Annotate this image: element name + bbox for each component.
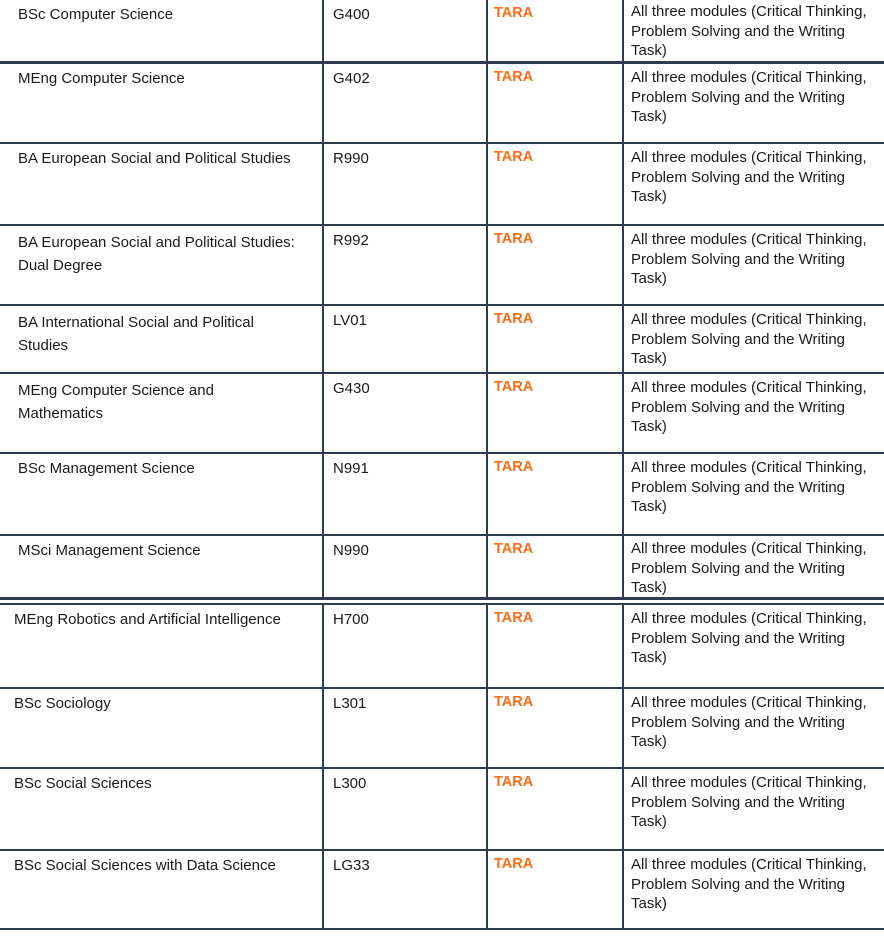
ucas-code-cell: R990 bbox=[322, 144, 486, 224]
programme-cell: MSci Management Science bbox=[18, 542, 201, 559]
required-modules-cell: All three modules (Critical Thinking, Problem Solving and the Writing Task) bbox=[622, 226, 884, 304]
table-row bbox=[0, 306, 884, 372]
admissions-test-cell: TARA bbox=[486, 226, 622, 304]
required-modules-cell: All three modules (Critical Thinking, Problem Solving and the Writing Task) bbox=[622, 536, 884, 598]
ucas-code-cell: N990 bbox=[322, 536, 486, 598]
ucas-code-cell: N991 bbox=[322, 454, 486, 534]
required-modules-cell: All three modules (Critical Thinking, Problem Solving and the Writing Task) bbox=[622, 851, 884, 929]
required-modules-cell: All three modules (Critical Thinking, Problem Solving and the Writing Task) bbox=[622, 144, 884, 224]
required-modules-cell: All three modules (Critical Thinking, Problem Solving and the Writing Task) bbox=[622, 64, 884, 142]
admissions-test-cell: TARA bbox=[486, 64, 622, 142]
programme-cell: BSc Management Science bbox=[18, 460, 195, 477]
admissions-test-cell: TARA bbox=[486, 851, 622, 929]
table-row bbox=[0, 454, 884, 534]
programme-cell: MEng Robotics and Artificial Intelligence bbox=[14, 611, 281, 628]
programme-cell: MEng Computer Science bbox=[18, 70, 185, 87]
ucas-code-cell: L300 bbox=[322, 769, 486, 849]
ucas-code-cell: LV01 bbox=[322, 306, 486, 372]
required-modules-cell: All three modules (Critical Thinking, Problem Solving and the Writing Task) bbox=[622, 769, 884, 849]
admissions-test-cell: TARA bbox=[486, 144, 622, 224]
ucas-code-cell: L301 bbox=[322, 689, 486, 767]
admissions-test-cell: TARA bbox=[486, 769, 622, 849]
required-modules-cell: All three modules (Critical Thinking, Problem Solving and the Writing Task) bbox=[622, 689, 884, 767]
programme-cell: BA European Social and Political Studies bbox=[18, 150, 291, 167]
admissions-test-cell: TARA bbox=[486, 454, 622, 534]
admissions-test-cell: TARA bbox=[486, 306, 622, 372]
ucas-code-cell: G402 bbox=[322, 64, 486, 142]
ucas-code-cell: H700 bbox=[322, 605, 486, 687]
required-modules-cell: All three modules (Critical Thinking, Problem Solving and the Writing Task) bbox=[622, 454, 884, 534]
required-modules-cell: All three modules (Critical Thinking, Problem Solving and the Writing Task) bbox=[622, 306, 884, 372]
required-modules-cell: All three modules (Critical Thinking, Problem Solving and the Writing Task) bbox=[622, 374, 884, 452]
programme-cell: BA International Social and Political Studies bbox=[18, 314, 254, 354]
table-row bbox=[0, 536, 884, 598]
section-divider bbox=[0, 597, 884, 600]
table-row bbox=[0, 374, 884, 452]
table-row bbox=[0, 689, 884, 767]
ucas-code-cell: G430 bbox=[322, 374, 486, 452]
admissions-test-cell: TARA bbox=[486, 605, 622, 687]
admissions-test-cell: TARA bbox=[486, 689, 622, 767]
ucas-code-cell: LG33 bbox=[322, 851, 486, 929]
admissions-test-cell: TARA bbox=[486, 0, 622, 61]
required-modules-cell: All three modules (Critical Thinking, Problem Solving and the Writing Task) bbox=[622, 0, 884, 61]
programme-cell: BSc Social Sciences bbox=[14, 775, 152, 792]
table-row bbox=[0, 605, 884, 687]
programme-cell: BSc Sociology bbox=[14, 695, 111, 712]
programme-cell: BA European Social and Political Studies: Dual Degree bbox=[18, 234, 295, 274]
table-row bbox=[0, 851, 884, 929]
table-row bbox=[0, 769, 884, 849]
admissions-test-cell: TARA bbox=[486, 536, 622, 598]
ucas-code-cell: G400 bbox=[322, 0, 486, 61]
ucas-code-cell: R992 bbox=[322, 226, 486, 304]
table-row bbox=[0, 144, 884, 224]
table-row bbox=[0, 0, 884, 61]
programme-cell: BSc Computer Science bbox=[18, 6, 174, 23]
required-modules-cell: All three modules (Critical Thinking, Problem Solving and the Writing Task) bbox=[622, 605, 884, 687]
programme-cell: MEng Computer Science and Mathematics bbox=[18, 382, 214, 422]
admissions-test-cell: TARA bbox=[486, 374, 622, 452]
programme-cell: BSc Social Sciences with Data Science bbox=[14, 857, 276, 874]
table-row bbox=[0, 226, 884, 304]
row-divider bbox=[0, 928, 884, 930]
table-row bbox=[0, 64, 884, 142]
